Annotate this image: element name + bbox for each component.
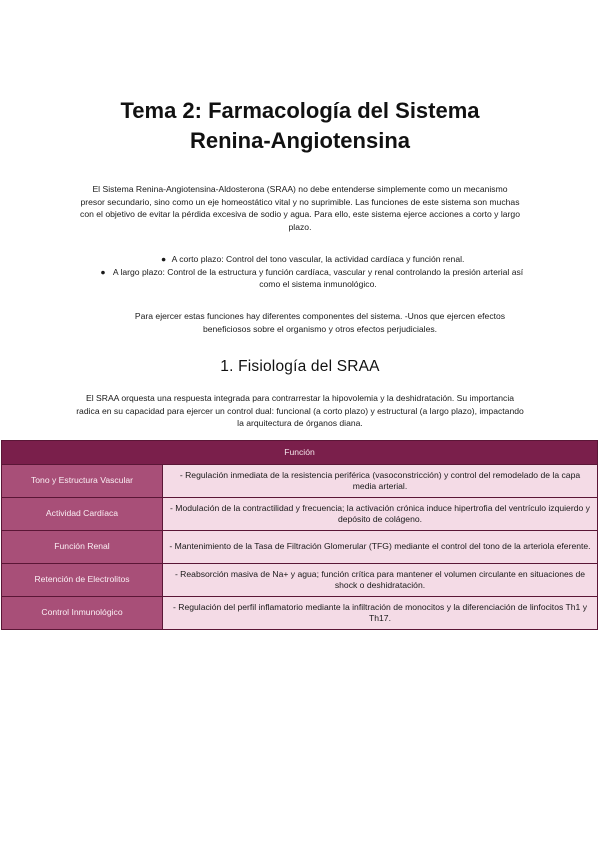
bullet-text: A corto plazo: Control del tono vascular, la actividad cardíaca y función renal.: [171, 254, 465, 264]
bullet-list: [95, 253, 525, 291]
intro-paragraph: El Sistema Renina-Angiotensina-Aldosterona (SRAA) no debe entenderse simplemente como un mecanismo presor secundario, sino como un eje homeostático vital y no suprimible. Las funciones de este sistema son muchas con el objetivo de evitar la pérdida excesiva de sodio y agua. Para ello, este sistema ejerce acciones a corto y largo plazo.: [80, 184, 520, 232]
table-row: [2, 465, 598, 498]
bullet-text: A largo plazo: Control de la estructura y función cardíaca, vascular y renal controlando la presión arterial así como el sistema inmunológico.: [112, 266, 524, 289]
row-description: - Modulación de la contractilidad y frecuencia; la activación crónica induce hipertrofia del ventrículo izquierdo y depósito de colágeno.: [163, 498, 598, 531]
row-description: - Regulación del perfil inflamatorio mediante la infiltración de monocitos y la diferenciación de linfocitos Th1 y Th17.: [163, 597, 598, 630]
page-title-line-1: Tema 2: Farmacología del Sistema: [120, 98, 480, 123]
table-row: [2, 564, 598, 597]
row-description: - Reabsorción masiva de Na+ y agua; función crítica para mantener el volumen circulante en situaciones de shock o deshidratación.: [163, 564, 598, 597]
row-label: Actividad Cardíaca: [2, 498, 163, 531]
list-item: [95, 266, 525, 291]
function-table: [1, 440, 598, 630]
row-label: Retención de Electrolitos: [2, 564, 163, 597]
row-label: Control Inmunológico: [2, 597, 163, 630]
table-header-row: [2, 441, 598, 465]
section-title: 1. Fisiología del SRAA: [220, 358, 380, 375]
row-label: Función Renal: [2, 531, 163, 564]
table-row: [2, 531, 598, 564]
row-label: Tono y Estructura Vascular: [2, 465, 163, 498]
list-item: [95, 253, 525, 266]
page-title: [0, 96, 600, 156]
page-title-line-2: Renina-Angiotensina: [189, 128, 410, 153]
table-header: Función: [2, 441, 598, 465]
row-description: - Regulación inmediata de la resistencia periférica (vasoconstricción) y control del remodelado de la capa media arterial.: [163, 465, 598, 498]
row-description: - Mantenimiento de la Tasa de Filtración Glomerular (TFG) mediante el control del tono de la arteriola eferente.: [163, 531, 598, 564]
table-row: [2, 498, 598, 531]
bullet-icon: ●: [100, 266, 106, 277]
section-paragraph: El SRAA orquesta una respuesta integrada para contrarrestar la hipovolemia y la deshidratación. Su importancia radica en su capacidad para ejercer un control dual: funcional (a corto plazo) y estructural (a largo plazo), impactando la arquitectura de órganos diana.: [76, 393, 524, 428]
table-row: [2, 597, 598, 630]
components-paragraph: Para ejercer estas funciones hay diferentes componentes del sistema. -Unos que ejercen efectos beneficiosos sobre el organismo y otros efectos perjudiciales.: [134, 311, 506, 334]
bullet-icon: ●: [160, 254, 167, 264]
